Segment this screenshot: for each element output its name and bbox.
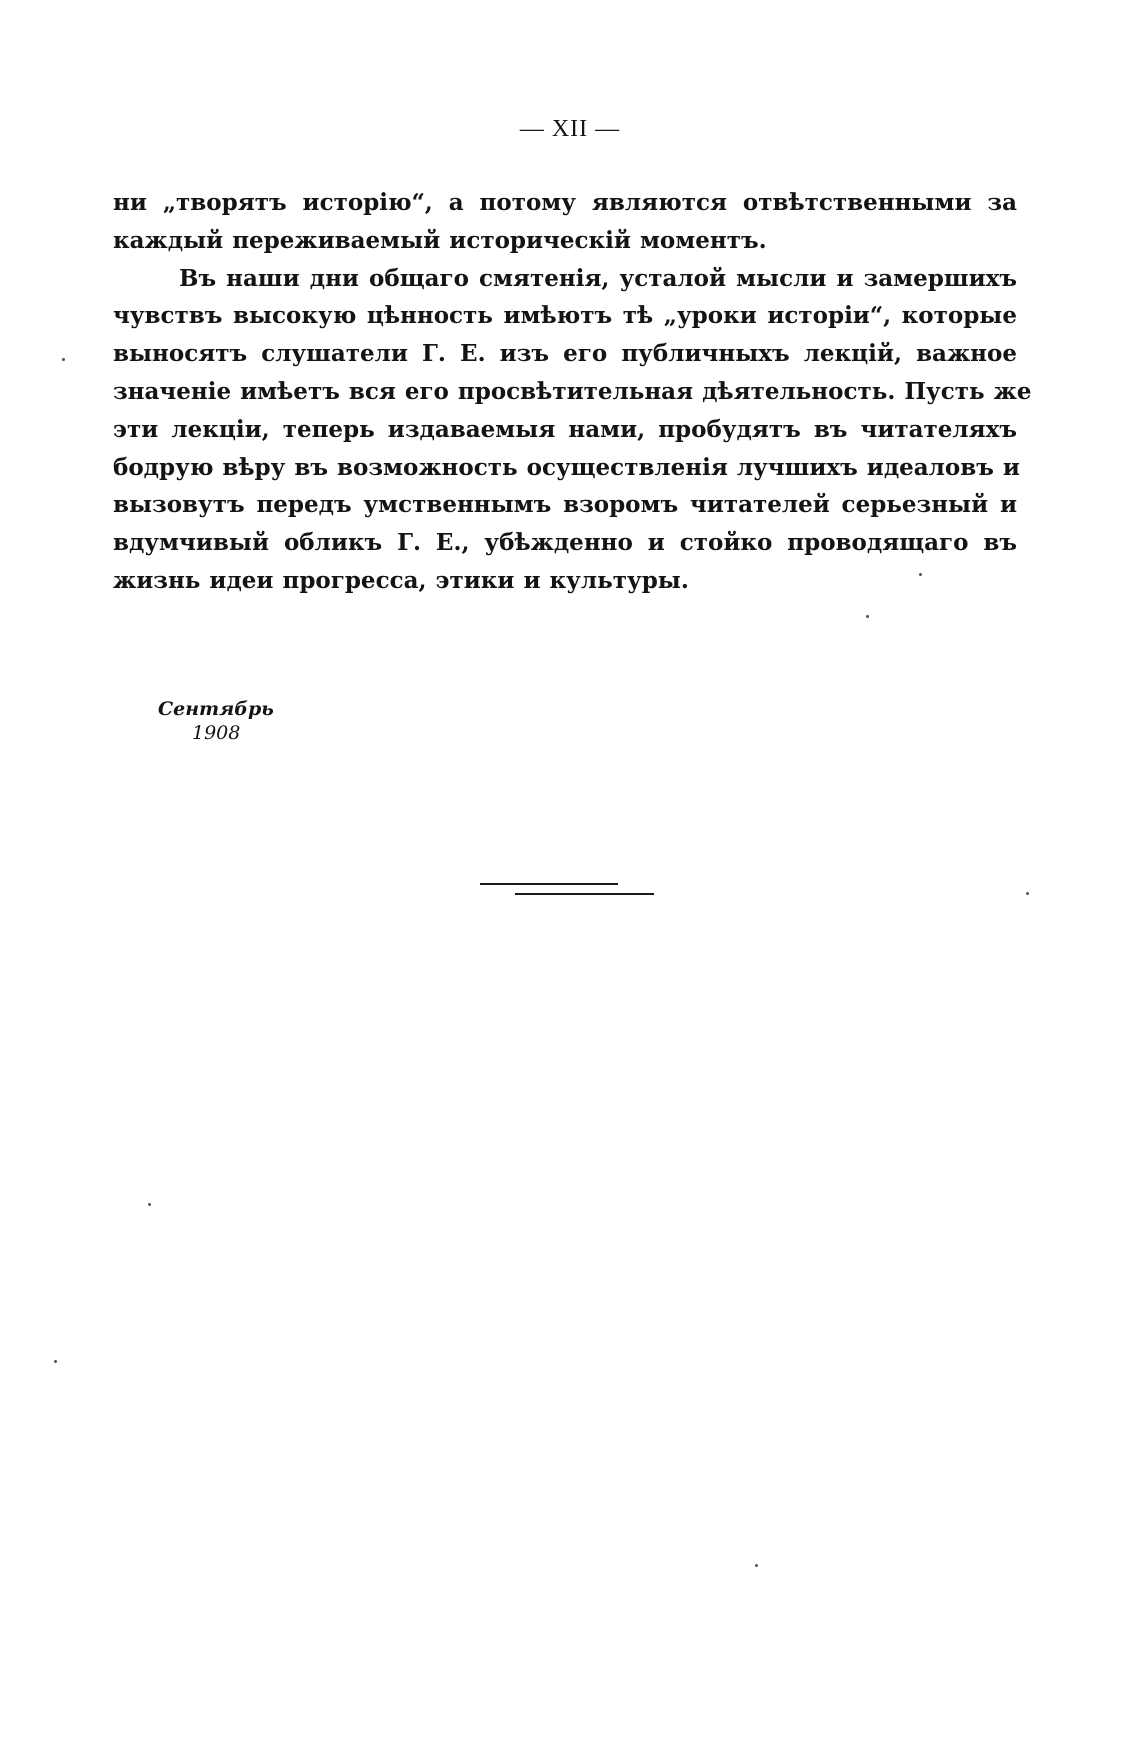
text-line: эти лекціи, теперь издаваемыя нами, пробудятъ въ читателяхъ [113, 415, 1017, 443]
text-line: вызовутъ передъ умственнымъ взоромъ читателей серьезный и [113, 491, 1017, 519]
scan-speck [866, 615, 869, 618]
text-line: жизнь идеи прогресса, этики и культуры. [113, 566, 689, 594]
text-line: значеніе имѣетъ вся его просвѣтительная дѣятельность. Пусть же [113, 377, 1032, 405]
body-text [113, 184, 1032, 600]
closing-rule-top [480, 883, 618, 885]
text-line: бодрую вѣру въ возможность осуществленія лучшихъ идеаловъ и [113, 453, 1020, 481]
scan-speck [62, 358, 65, 361]
page-number: — XII — [519, 116, 621, 142]
date-signature [158, 697, 274, 745]
text-line: каждый переживаемый историческій моментъ. [113, 226, 767, 254]
text-line: ни „творятъ исторію“, а потому являются отвѣтственными за [113, 189, 1017, 216]
scan-speck [755, 1564, 758, 1567]
text-line: выносятъ слушатели Г. Е. изъ его публичныхъ лекцій, важное [113, 340, 1017, 368]
signature-month: Сентябрь [158, 698, 274, 720]
closing-rule-bottom [515, 893, 654, 895]
text-line: Въ наши дни общаго смятенія, усталой мысли и замершихъ [179, 264, 1017, 292]
text-line: чувствъ высокую цѣнность имѣютъ тѣ „уроки исторіи“, которые [113, 302, 1017, 330]
text-line: вдумчивый обликъ Г. Е., убѣжденно и стойко проводящаго въ [113, 529, 1017, 557]
scan-speck [919, 573, 922, 576]
scan-speck [148, 1203, 151, 1206]
scan-speck [54, 1360, 57, 1363]
signature-year: 1908 [192, 722, 241, 744]
scan-speck [1026, 892, 1029, 895]
